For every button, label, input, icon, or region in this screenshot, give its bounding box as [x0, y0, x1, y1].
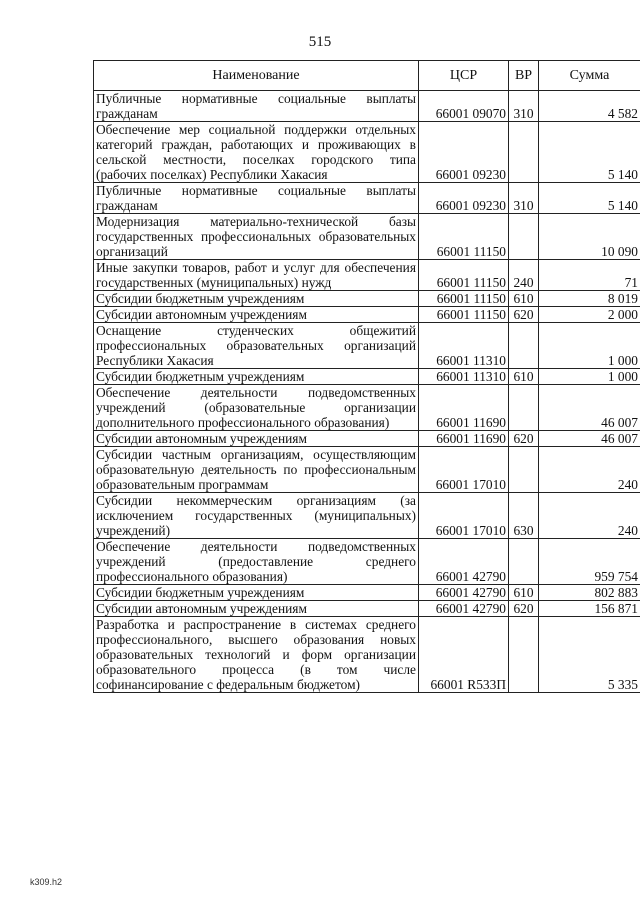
row-vr-cell [509, 617, 539, 693]
row-sum-cell: 5 140 [539, 122, 640, 183]
header-name: Наименование [94, 61, 419, 91]
row-name-cell: Субсидии частным организациям, осуществляющим образовательную деятельность по профессиональным образовательным программам [94, 447, 419, 493]
row-name-cell: Субсидии бюджетным учреждениям [94, 585, 419, 601]
row-name-cell: Иные закупки товаров, работ и услуг для обеспечения государственных (муниципальных) нужд [94, 260, 419, 291]
row-name-cell: Оснащение студенческих общежитий профессиональных образовательных организаций Республики Хакасия [94, 323, 419, 369]
row-name-cell: Модернизация материально-технической базы государственных профессиональных образовательных организаций [94, 214, 419, 260]
row-sum-cell: 46 007 [539, 431, 640, 447]
table-row [94, 539, 640, 585]
row-sum-cell: 71 [539, 260, 640, 291]
table-row [94, 307, 640, 323]
row-sum-cell: 5 140 [539, 183, 640, 214]
row-csr-cell: 66001 09070 [419, 91, 509, 122]
row-vr-cell [509, 447, 539, 493]
row-csr-cell: 66001 17010 [419, 493, 509, 539]
row-csr-cell: 66001 09230 [419, 122, 509, 183]
table-row [94, 91, 640, 122]
row-vr-cell: 620 [509, 431, 539, 447]
row-name-cell: Разработка и распространение в системах среднего профессионального, высшего образования новых образовательных технологий и форм организации образовательного процесса (в том числе софинансирование с федеральным бюджетом) [94, 617, 419, 693]
table-row [94, 431, 640, 447]
row-name-cell: Публичные нормативные социальные выплаты гражданам [94, 183, 419, 214]
footer-code: k309.h2 [30, 877, 63, 887]
row-csr-cell: 66001 11690 [419, 385, 509, 431]
row-csr-cell: 66001 17010 [419, 447, 509, 493]
row-vr-cell: 310 [509, 183, 539, 214]
row-csr-cell: 66001 42790 [419, 585, 509, 601]
row-sum-cell: 802 883 [539, 585, 640, 601]
table-row [94, 291, 640, 307]
row-sum-cell: 4 582 [539, 91, 640, 122]
row-name-cell: Субсидии автономным учреждениям [94, 307, 419, 323]
table-row [94, 447, 640, 493]
row-sum-cell: 46 007 [539, 385, 640, 431]
budget-table [93, 60, 640, 693]
table-row [94, 385, 640, 431]
page-number: 515 [308, 34, 332, 50]
row-vr-cell [509, 214, 539, 260]
row-csr-cell: 66001 09230 [419, 183, 509, 214]
row-sum-cell: 240 [539, 493, 640, 539]
table-row [94, 617, 640, 693]
row-sum-cell: 959 754 [539, 539, 640, 585]
row-csr-cell: 66001 42790 [419, 601, 509, 617]
row-sum-cell: 8 019 [539, 291, 640, 307]
row-vr-cell: 240 [509, 260, 539, 291]
table-row [94, 369, 640, 385]
row-vr-cell [509, 539, 539, 585]
row-sum-cell: 2 000 [539, 307, 640, 323]
row-name-cell: Обеспечение деятельности подведомственных учреждений (предоставление среднего профессионального образования) [94, 539, 419, 585]
row-sum-cell: 1 000 [539, 323, 640, 369]
row-csr-cell: 66001 11150 [419, 260, 509, 291]
table-row [94, 183, 640, 214]
row-vr-cell [509, 385, 539, 431]
row-csr-cell: 66001 11310 [419, 369, 509, 385]
row-name-cell: Субсидии автономным учреждениям [94, 431, 419, 447]
table-row [94, 323, 640, 369]
row-name-cell: Субсидии некоммерческим организациям (за исключением государственных (муниципальных) учреждений) [94, 493, 419, 539]
table-row [94, 260, 640, 291]
header-sum: Сумма [539, 61, 640, 91]
row-vr-cell: 610 [509, 585, 539, 601]
row-name-cell: Субсидии автономным учреждениям [94, 601, 419, 617]
row-csr-cell: 66001 11690 [419, 431, 509, 447]
row-name-cell: Обеспечение мер социальной поддержки отдельных категорий граждан, работающих и проживающих в сельской местности, поселках городского типа (рабочих поселках) Республики Хакасия [94, 122, 419, 183]
row-name-cell: Субсидии бюджетным учреждениям [94, 369, 419, 385]
header-csr: ЦСР [419, 61, 509, 91]
row-name-cell: Субсидии бюджетным учреждениям [94, 291, 419, 307]
row-sum-cell: 10 090 [539, 214, 640, 260]
table-body [94, 91, 640, 693]
row-vr-cell [509, 323, 539, 369]
table-row [94, 122, 640, 183]
row-vr-cell: 310 [509, 91, 539, 122]
row-vr-cell [509, 122, 539, 183]
row-csr-cell: 66001 42790 [419, 539, 509, 585]
table-row [94, 214, 640, 260]
row-csr-cell: 66001 11310 [419, 323, 509, 369]
table-row [94, 585, 640, 601]
table-header-row [94, 61, 640, 91]
table-row [94, 601, 640, 617]
row-csr-cell: 66001 11150 [419, 214, 509, 260]
row-csr-cell: 66001 11150 [419, 307, 509, 323]
row-sum-cell: 240 [539, 447, 640, 493]
header-vr: ВР [509, 61, 539, 91]
row-vr-cell: 620 [509, 307, 539, 323]
row-vr-cell: 610 [509, 369, 539, 385]
row-csr-cell: 66001 R533П [419, 617, 509, 693]
row-vr-cell: 630 [509, 493, 539, 539]
row-vr-cell: 610 [509, 291, 539, 307]
row-csr-cell: 66001 11150 [419, 291, 509, 307]
row-name-cell: Обеспечение деятельности подведомственных учреждений (образовательные организации дополнительного профессионального образования) [94, 385, 419, 431]
row-vr-cell: 620 [509, 601, 539, 617]
row-sum-cell: 1 000 [539, 369, 640, 385]
row-sum-cell: 156 871 [539, 601, 640, 617]
row-name-cell: Публичные нормативные социальные выплаты гражданам [94, 91, 419, 122]
table-row [94, 493, 640, 539]
row-sum-cell: 5 335 [539, 617, 640, 693]
